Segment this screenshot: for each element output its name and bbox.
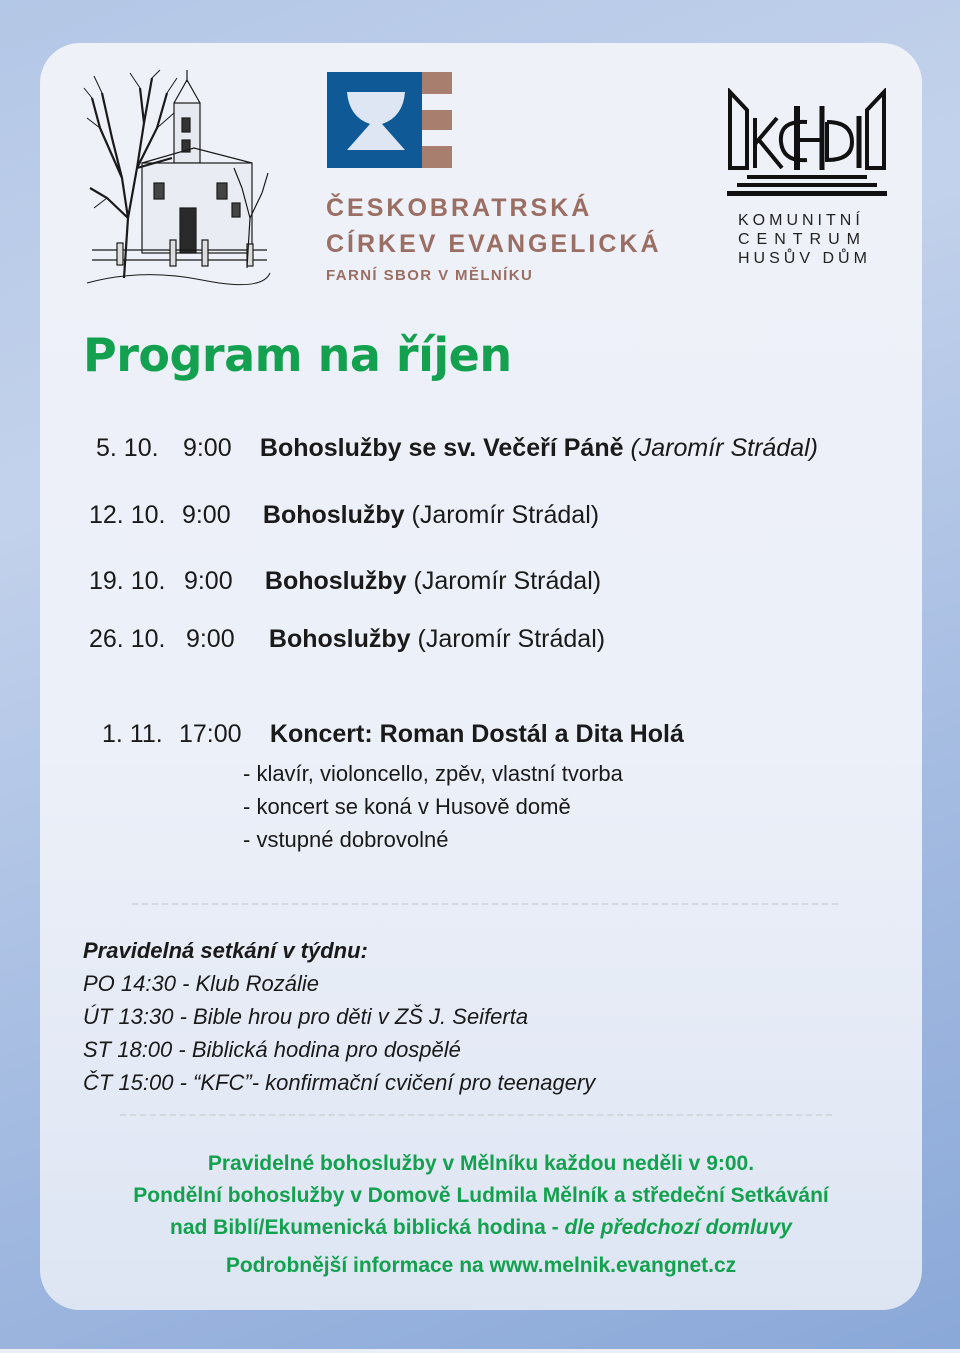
event-officiant: (Jaromír Strádal): [411, 501, 600, 529]
footer-website-link[interactable]: Podrobnější informace na www.melnik.evangnet.cz: [225, 1254, 737, 1277]
event-time: 9:00: [185, 625, 235, 653]
weekly-item: PO 14:30 - Klub Rozálie: [83, 971, 320, 996]
bottom-strip: [0, 1349, 960, 1353]
event-date: 1. 11.: [102, 720, 163, 748]
event-name: Bohoslužby: [268, 625, 411, 653]
ecce-wordmark: [326, 190, 662, 288]
event-name: Bohoslužby: [262, 501, 405, 529]
event-name: Bohoslužby se sv. Večeří Páně: [259, 434, 624, 462]
dashed-divider: [132, 903, 838, 905]
kchd-wordmark: [738, 211, 871, 268]
event-row: [89, 567, 601, 596]
kchd-line-2: CENTRUM: [738, 231, 867, 248]
event-name: Bohoslužby: [264, 567, 407, 595]
event-row: [89, 501, 599, 530]
footer-line-3-main: nad Biblí/Ekumenická biblická hodina -: [170, 1216, 565, 1239]
weekly-meetings: [83, 934, 595, 1099]
event-time: 9:00: [181, 501, 231, 529]
event-officiant: (Jaromír Strádal): [413, 567, 602, 595]
event-date: 26. 10.: [89, 625, 166, 653]
ecce-line-3: FARNÍ SBOR V MĚLNÍKU: [326, 267, 534, 284]
event-time: 9:00: [183, 567, 233, 595]
ecce-chalice-logo-icon: [327, 72, 453, 168]
event-row: [89, 625, 605, 654]
event-date: 5. 10.: [96, 434, 159, 462]
event-name: Koncert: Roman Dostál a Dita Holá: [269, 720, 684, 748]
weekly-heading: Pravidelná setkání v týdnu:: [83, 938, 368, 963]
footer-line-3: [40, 1212, 922, 1244]
event-officiant: (Jaromír Strádal): [630, 434, 818, 462]
event-time: 9:00: [182, 434, 232, 462]
kchd-line-1: KOMUNITNÍ: [738, 212, 864, 229]
event-officiant: (Jaromír Strádal): [417, 625, 606, 653]
kchd-line-3: HUSŮV DŮM: [738, 250, 871, 267]
kchd-logo-icon: [727, 88, 887, 198]
event-date: 19. 10.: [89, 567, 166, 595]
footer-info: [40, 1148, 922, 1282]
ecce-line-2: CÍRKEV EVANGELICKÁ: [326, 230, 662, 258]
footer-line-1: Pravidelné bohoslužby v Mělníku každou neděli v 9:00.: [207, 1152, 755, 1175]
weekly-item: ST 18:00 - Biblická hodina pro dospělé: [83, 1037, 461, 1062]
concert-detail: - klavír, violoncello, zpěv, vlastní tvorba: [243, 761, 623, 786]
page-title: Program na říjen: [83, 328, 512, 382]
church-drawing-icon: [82, 68, 272, 296]
event-date: 12. 10.: [89, 501, 166, 529]
weekly-item: ÚT 13:30 - Bible hrou pro děti v ZŠ J. Seiferta: [83, 1004, 529, 1029]
concert-detail: - vstupné dobrovolné: [243, 827, 449, 852]
weekly-item: ČT 15:00 - “KFC”- konfirmační cvičení pro teenagery: [83, 1070, 596, 1095]
event-row: [96, 434, 818, 463]
concert-details: [243, 757, 623, 856]
dashed-divider: [120, 1114, 832, 1116]
footer-line-2: Pondělní bohoslužby v Domově Ludmila Mělník a středeční Setkávání: [133, 1184, 829, 1207]
concert-detail: - koncert se koná v Husově domě: [243, 794, 571, 819]
footer-line-3-italic: dle předchozí domluvy: [564, 1216, 792, 1239]
event-row-concert: [102, 720, 684, 749]
event-time: 17:00: [178, 720, 242, 748]
ecce-line-1: ČESKOBRATRSKÁ: [326, 194, 593, 222]
